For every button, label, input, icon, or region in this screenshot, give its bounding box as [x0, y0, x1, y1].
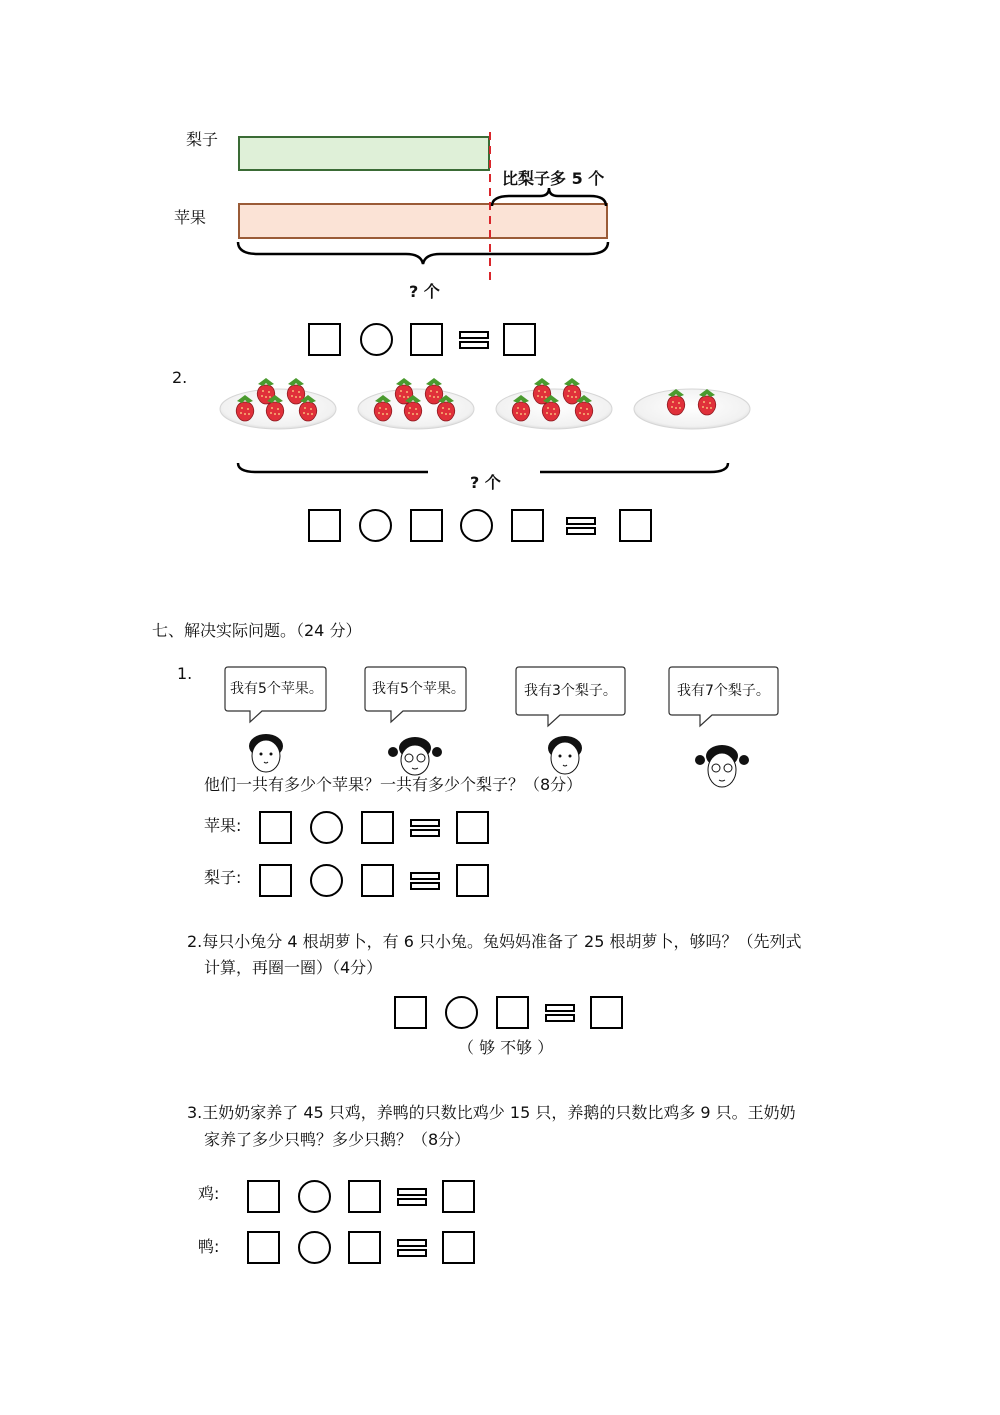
operator-circle[interactable]: [298, 1180, 331, 1213]
strawberry-plates: [0, 360, 1000, 440]
bottom-brace: [238, 242, 608, 264]
speech-bubble-text: 我有7个梨子。: [677, 683, 770, 699]
answer-box[interactable]: [348, 1231, 381, 1264]
answer-box[interactable]: [503, 323, 536, 356]
top-brace: [492, 188, 606, 206]
section-heading: 七、解决实际问题。（24 分）: [152, 621, 362, 640]
answer-box[interactable]: [308, 509, 341, 542]
boy-face-1: [249, 734, 283, 772]
question-total-label: ? 个: [470, 473, 501, 492]
girl-face-2: [695, 745, 749, 787]
equals-sign: [545, 1004, 575, 1022]
apple-label: 苹果: [174, 208, 207, 227]
answer-box[interactable]: [259, 864, 292, 897]
answer-box[interactable]: [511, 509, 544, 542]
operator-circle[interactable]: [359, 509, 392, 542]
operator-circle[interactable]: [460, 509, 493, 542]
answer-box[interactable]: [394, 996, 427, 1029]
speech-bubbles: [0, 660, 1000, 730]
plate-1: [220, 378, 336, 429]
equals-sign: [410, 819, 440, 837]
answer-box[interactable]: [410, 509, 443, 542]
question-text: 家养了多少只鸭？多少只鹅？（8分）: [204, 1130, 471, 1149]
answer-box[interactable]: [442, 1180, 475, 1213]
question-text: 3.王奶奶家养了 45 只鸡，养鸭的只数比鸡少 15 只，养鹅的只数比鸡多 9 只。王奶奶: [187, 1103, 796, 1122]
answer-box[interactable]: [361, 864, 394, 897]
equals-sign: [410, 872, 440, 890]
pear-label: 梨子: [186, 130, 219, 149]
answer-box[interactable]: [456, 811, 489, 844]
answer-box[interactable]: [247, 1180, 280, 1213]
girl-face-1: [388, 737, 442, 775]
answer-box[interactable]: [442, 1231, 475, 1264]
answer-box[interactable]: [247, 1231, 280, 1264]
answer-box[interactable]: [348, 1180, 381, 1213]
answer-box[interactable]: [496, 996, 529, 1029]
operator-circle[interactable]: [310, 864, 343, 897]
plate-2: [358, 378, 474, 429]
row-label: 鸭:: [198, 1237, 220, 1256]
answer-box[interactable]: [259, 811, 292, 844]
more-than-pear-label: 比梨子多 5 个: [502, 169, 605, 188]
row-label: 鸡:: [198, 1184, 220, 1203]
answer-box[interactable]: [308, 323, 341, 356]
equals-sign: [397, 1239, 427, 1257]
question-text: 计算，再圈一圈）（4分）: [204, 958, 383, 977]
question-total-label: ? 个: [409, 282, 440, 301]
question-number: 2.: [172, 368, 188, 387]
equals-sign: [459, 331, 489, 349]
answer-box[interactable]: [361, 811, 394, 844]
operator-circle[interactable]: [310, 811, 343, 844]
operator-circle[interactable]: [298, 1231, 331, 1264]
row-label: 梨子:: [204, 868, 242, 887]
answer-box[interactable]: [410, 323, 443, 356]
answer-box[interactable]: [456, 864, 489, 897]
question-text: 2.每只小兔分 4 根胡萝卜，有 6 只小兔。兔妈妈准备了 25 根胡萝卜，够吗？（先列式: [187, 932, 802, 951]
boy-face-2: [548, 736, 582, 774]
operator-circle[interactable]: [360, 323, 393, 356]
equals-sign: [566, 517, 596, 535]
equals-sign: [397, 1188, 427, 1206]
operator-circle[interactable]: [445, 996, 478, 1029]
plate-4: [634, 389, 750, 429]
row-label: 苹果:: [204, 816, 242, 835]
answer-box[interactable]: [590, 996, 623, 1029]
speech-bubble-text: 我有5个苹果。: [372, 681, 465, 697]
speech-bubble-text: 我有5个苹果。: [230, 681, 323, 697]
plate-3: [496, 378, 612, 429]
answer-box[interactable]: [619, 509, 652, 542]
enough-choice[interactable]: （ 够 不够 ）: [458, 1038, 554, 1057]
speech-bubble-text: 我有3个梨子。: [524, 683, 617, 699]
question-number: 1.: [177, 664, 193, 683]
bar-diagram-lines: [0, 0, 1000, 300]
question-text: 他们一共有多少个苹果？一共有多少个梨子？（8分）: [204, 775, 583, 794]
